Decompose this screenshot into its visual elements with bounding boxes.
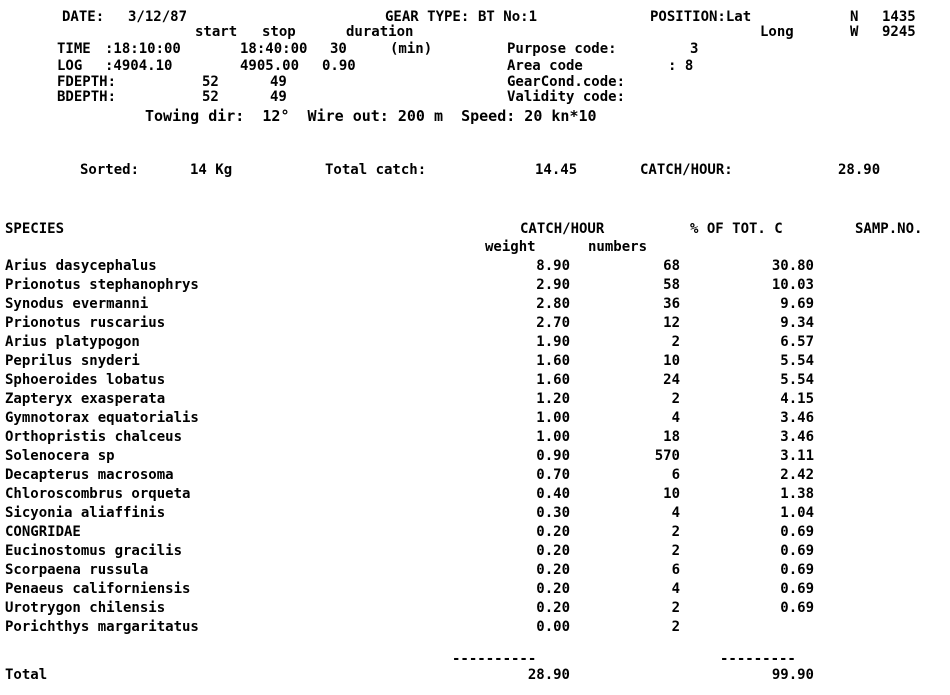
total-catch-label: Total catch:	[325, 162, 427, 178]
percent-value: 0.69	[780, 562, 814, 578]
numbers-value: 58	[663, 277, 680, 293]
table-row	[0, 544, 950, 559]
species-name: Synodus evermanni	[5, 296, 149, 312]
table-row	[0, 525, 950, 540]
species-name: Orthopristis chalceus	[5, 429, 183, 445]
weight-value: 8.90	[536, 258, 570, 274]
weight-value: 0.20	[536, 600, 570, 616]
table-row	[0, 373, 950, 388]
table-row	[0, 487, 950, 502]
weight-value: 2.90	[536, 277, 570, 293]
species-name: Urotrygon chilensis	[5, 600, 166, 616]
numbers-value: 36	[663, 296, 680, 312]
fdepth-label: FDEPTH:	[57, 74, 117, 90]
percent-value: 0.69	[780, 600, 814, 616]
numbers-value: 6	[671, 562, 680, 578]
purpose-code-label: Purpose code:	[507, 41, 617, 57]
bdepth-start: 52	[202, 89, 219, 105]
percent-value: 3.46	[780, 429, 814, 445]
time-start: :18:10:00	[105, 41, 181, 57]
time-label: TIME	[57, 41, 91, 57]
col-duration-header: duration	[346, 24, 414, 40]
species-column-header: SPECIES	[5, 221, 65, 237]
time-unit: (min)	[390, 41, 433, 57]
numbers-value: 6	[671, 467, 680, 483]
long-hemisphere: W	[850, 24, 859, 40]
percent-value: 5.54	[780, 372, 814, 388]
catch-hour-column-header: CATCH/HOUR	[520, 221, 605, 237]
fdepth-stop: 49	[270, 74, 287, 90]
bdepth-stop: 49	[270, 89, 287, 105]
weight-value: 0.20	[536, 543, 570, 559]
species-name: Zapteryx exasperata	[5, 391, 166, 407]
weight-value: 1.60	[536, 372, 570, 388]
percent-total-rule: ---------	[720, 651, 796, 667]
weight-value: 0.70	[536, 467, 570, 483]
weight-value: 0.90	[536, 448, 570, 464]
numbers-value: 2	[671, 600, 680, 616]
species-name: Decapterus macrosoma	[5, 467, 174, 483]
table-row	[0, 430, 950, 445]
percent-value: 3.11	[780, 448, 814, 464]
numbers-value: 4	[671, 581, 680, 597]
sorted-value: 14 Kg	[190, 162, 233, 178]
time-duration: 30	[330, 41, 347, 57]
species-name: Sicyonia aliaffinis	[5, 505, 166, 521]
species-name: Chloroscombrus orqueta	[5, 486, 191, 502]
table-row	[0, 620, 950, 635]
percent-value: 5.54	[780, 353, 814, 369]
percent-value: 9.69	[780, 296, 814, 312]
weight-value: 0.30	[536, 505, 570, 521]
table-row	[0, 392, 950, 407]
table-row	[0, 259, 950, 274]
numbers-value: 2	[671, 524, 680, 540]
log-label: LOG	[57, 58, 83, 74]
bdepth-label: BDEPTH:	[57, 89, 117, 105]
date-label: DATE:	[62, 9, 105, 25]
sorted-label: Sorted:	[80, 162, 140, 178]
percent-value: 6.57	[780, 334, 814, 350]
species-name: Porichthys margaritatus	[5, 619, 199, 635]
numbers-value: 4	[671, 505, 680, 521]
total-catch-value: 14.45	[535, 162, 578, 178]
numbers-value: 12	[663, 315, 680, 331]
table-row	[0, 335, 950, 350]
col-start-header: start	[195, 24, 238, 40]
total-label: Total	[5, 667, 48, 683]
gearcond-code-label: GearCond.code:	[507, 74, 626, 90]
area-code-value: : 8	[668, 58, 694, 74]
table-row	[0, 411, 950, 426]
percent-value: 9.34	[780, 315, 814, 331]
total-percent: 99.90	[771, 667, 814, 683]
towing-line: Towing dir: 12° Wire out: 200 m Speed: 20 kn*10	[145, 107, 597, 125]
species-name: Arius dasycephalus	[5, 258, 157, 274]
weight-value: 0.20	[536, 562, 570, 578]
gear-type-label: GEAR TYPE:	[385, 9, 470, 25]
numbers-column-header: numbers	[588, 239, 648, 255]
numbers-value: 2	[671, 619, 680, 635]
percent-value: 3.46	[780, 410, 814, 426]
species-name: Arius platypogon	[5, 334, 140, 350]
log-start: :4904.10	[105, 58, 173, 74]
species-name: Scorpaena russula	[5, 562, 149, 578]
position-label: POSITION:Lat	[650, 9, 752, 25]
lat-hemisphere: N	[850, 9, 859, 25]
percent-value: 0.69	[780, 543, 814, 559]
weight-value: 2.80	[536, 296, 570, 312]
weight-value: 1.60	[536, 353, 570, 369]
species-name: Sphoeroides lobatus	[5, 372, 166, 388]
weight-value: 1.00	[536, 429, 570, 445]
percent-value: 0.69	[780, 524, 814, 540]
log-duration: 0.90	[322, 58, 356, 74]
species-name: Penaeus californiensis	[5, 581, 191, 597]
species-name: Peprilus snyderi	[5, 353, 140, 369]
weight-value: 0.00	[536, 619, 570, 635]
fdepth-start: 52	[202, 74, 219, 90]
weight-value: 2.70	[536, 315, 570, 331]
species-name: Solenocera sp	[5, 448, 115, 464]
percent-value: 0.69	[780, 581, 814, 597]
weight-total-rule: ----------	[452, 651, 537, 667]
numbers-value: 24	[663, 372, 680, 388]
numbers-value: 18	[663, 429, 680, 445]
log-stop: 4905.00	[240, 58, 300, 74]
species-name: Gymnotorax equatorialis	[5, 410, 199, 426]
species-name: Eucinostomus gracilis	[5, 543, 183, 559]
species-name: Prionotus ruscarius	[5, 315, 166, 331]
table-row	[0, 278, 950, 293]
numbers-value: 68	[663, 258, 680, 274]
weight-column-header: weight	[485, 239, 536, 255]
weight-value: 1.20	[536, 391, 570, 407]
numbers-value: 10	[663, 486, 680, 502]
table-row	[0, 563, 950, 578]
table-row	[0, 468, 950, 483]
weight-value: 0.20	[536, 524, 570, 540]
col-stop-header: stop	[262, 24, 296, 40]
total-weight: 28.90	[527, 667, 570, 683]
percent-value: 4.15	[780, 391, 814, 407]
numbers-value: 10	[663, 353, 680, 369]
weight-value: 1.90	[536, 334, 570, 350]
species-name: CONGRIDAE	[5, 524, 81, 540]
percent-value: 10.03	[771, 277, 814, 293]
percent-value: 1.38	[780, 486, 814, 502]
table-row	[0, 506, 950, 521]
area-code-label: Area code	[507, 58, 583, 74]
sample-number-column-header: SAMP.NO.	[855, 221, 923, 237]
weight-value: 0.20	[536, 581, 570, 597]
species-name: Prionotus stephanophrys	[5, 277, 199, 293]
percent-value: 30.80	[771, 258, 814, 274]
validity-code-label: Validity code:	[507, 89, 626, 105]
date-value: 3/12/87	[128, 9, 188, 25]
numbers-value: 570	[654, 448, 680, 464]
table-row	[0, 449, 950, 464]
table-row	[0, 297, 950, 312]
weight-value: 0.40	[536, 486, 570, 502]
table-row	[0, 354, 950, 369]
weight-value: 1.00	[536, 410, 570, 426]
catch-hour-label: CATCH/HOUR:	[640, 162, 733, 178]
catch-hour-value: 28.90	[838, 162, 881, 178]
lat-value: 1435	[882, 9, 916, 25]
table-row	[0, 316, 950, 331]
gear-type-value: BT No:1	[478, 9, 538, 25]
percent-total-column-header: % OF TOT. C	[690, 221, 783, 237]
numbers-value: 2	[671, 543, 680, 559]
numbers-value: 2	[671, 334, 680, 350]
long-value: 9245	[882, 24, 916, 40]
percent-value: 1.04	[780, 505, 814, 521]
table-row	[0, 582, 950, 597]
table-row	[0, 601, 950, 616]
time-stop: 18:40:00	[240, 41, 308, 57]
numbers-value: 4	[671, 410, 680, 426]
purpose-code-value: 3	[690, 41, 699, 57]
numbers-value: 2	[671, 391, 680, 407]
percent-value: 2.42	[780, 467, 814, 483]
long-label: Long	[760, 24, 794, 40]
